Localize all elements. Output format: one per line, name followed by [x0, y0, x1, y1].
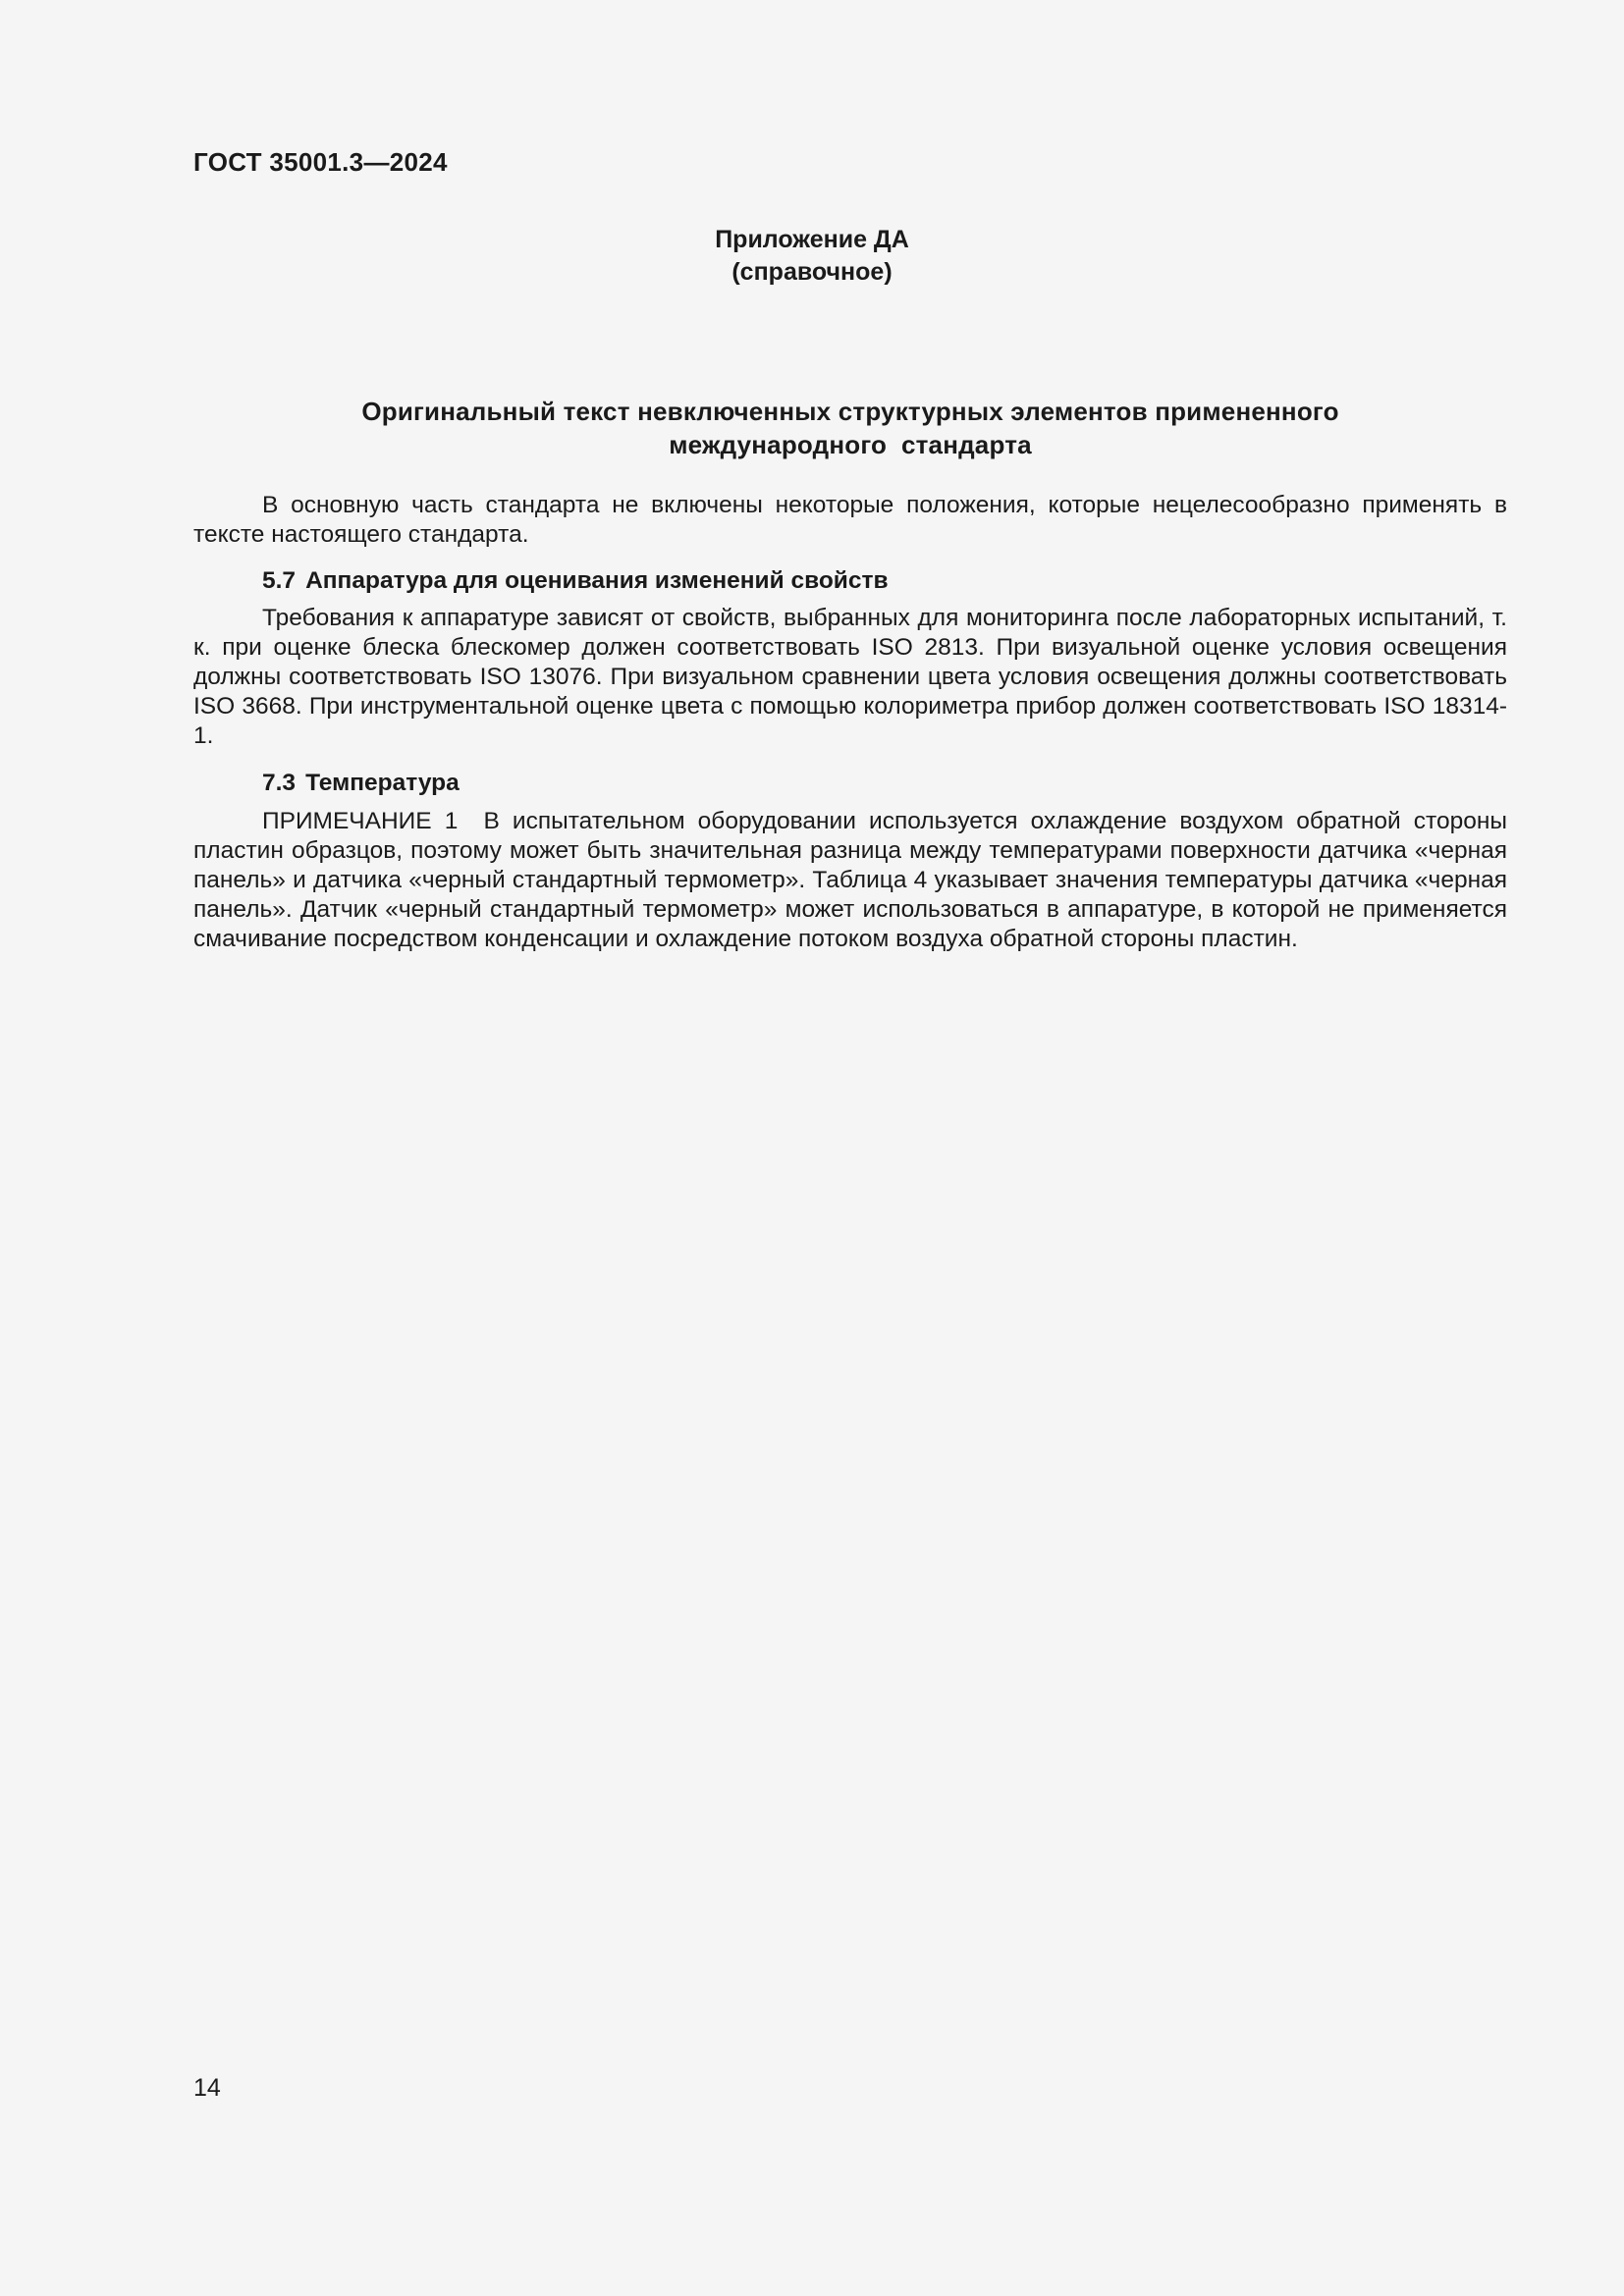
section-heading-7-3 [262, 769, 460, 798]
annex-title-line-1: Оригинальный текст невключенных структурных элементов примененного [361, 397, 1339, 426]
section-5-7-paragraph: Требования к аппаратуре зависят от свойств, выбранных для мониторинга после лабораторных испытаний, т. к. при оценке блеска блескомер должен соответствовать ISO 2813. При визуальной оценке условия освещения должны соответствовать ISO 13076. При визуальном сравнении цвета условия освещения должны соответствовать ISO 3668. При инструментальной оценке цвета с помощью колориметра прибор должен соответствовать ISO 18314-1. [193, 605, 1507, 749]
annex-label: Приложение ДА [715, 226, 909, 253]
page-number: 14 [193, 2074, 221, 2102]
section-heading-5-7 [262, 566, 889, 596]
annex-title [193, 395, 1507, 461]
section-title: Аппаратура для оценивания изменений свойств [305, 567, 889, 594]
section-number: 5.7 [262, 567, 297, 594]
section-number: 7.3 [262, 770, 297, 796]
annex-title-line-2: международного стандарта [669, 430, 1032, 459]
annex-type: (справочное) [731, 258, 893, 286]
intro-paragraph: В основную часть стандарта не включены некоторые положения, которые нецелесообразно применять в тексте настоящего стандарта. [193, 492, 1507, 548]
section-title: Температура [305, 770, 460, 796]
document-code: ГОСТ 35001.3—2024 [193, 147, 448, 177]
note-paragraph: ПРИМЕЧАНИЕ 1 В испытательном оборудовании используется охлаждение воздухом обратной стороны пластин образцов, поэтому может быть значительная разница между температурами поверхности датчика «черная панель» и датчика «черный стандартный термометр». Таблица 4 указывает значения температуры датчика «черная панель». Датчик «черный стандартный термометр» может использоваться в аппаратуре, в которой не применяется смачивание посредством конденсации и охлаждение потоком воздуха обратной стороны пластин. [193, 808, 1514, 952]
annex-heading [0, 224, 1624, 289]
